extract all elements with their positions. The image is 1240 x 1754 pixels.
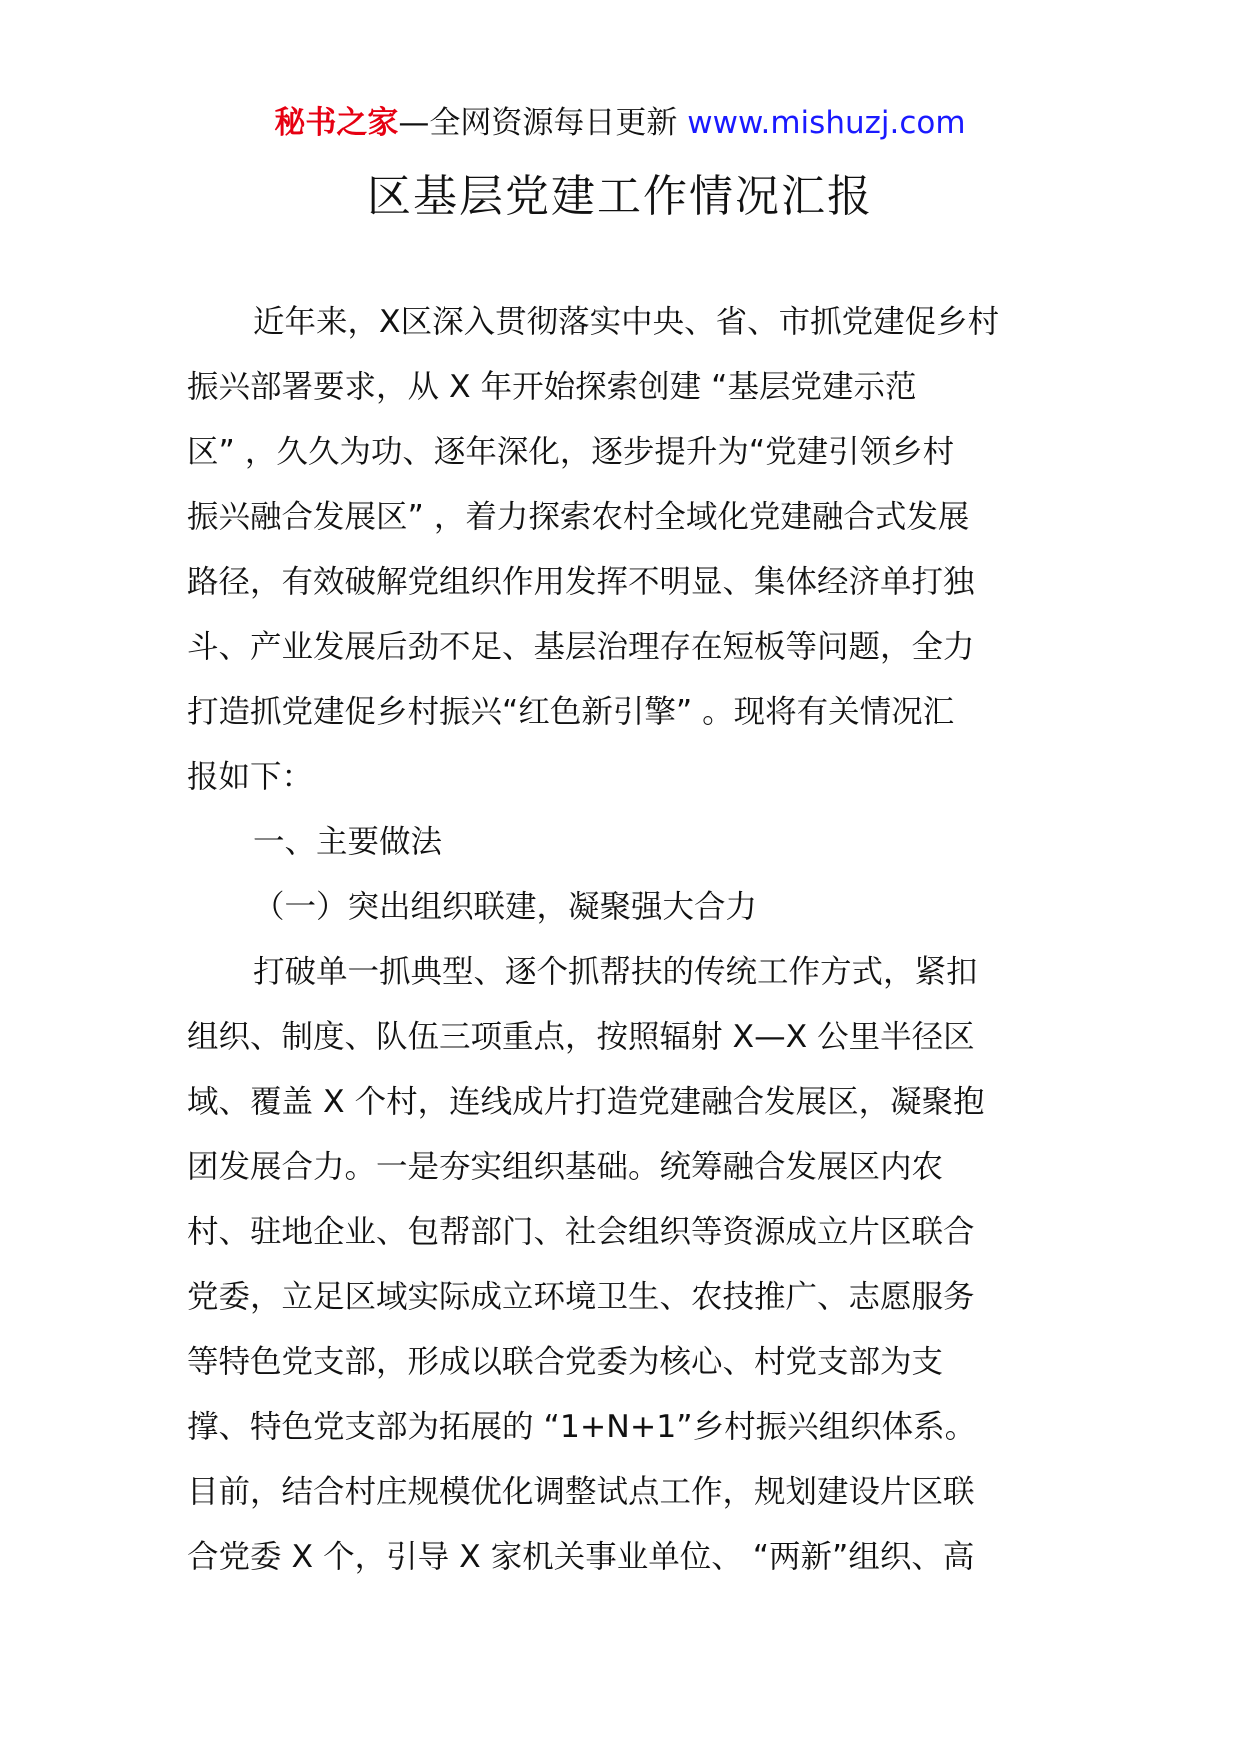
section-heading: 一、主要做法 (253, 824, 443, 860)
body-line: 报如下： (187, 759, 314, 795)
body-line: 振兴融合发展区” ，着力探索农村全域化党建融合式发展 (187, 499, 970, 535)
subsection-heading: （一）突出组织联建，凝聚强大合力 (253, 889, 758, 925)
document-body (187, 290, 1053, 1590)
body-line: 团发展合力。一是夯实组织基础。统筹融合发展区内农 (187, 1149, 944, 1185)
body-line: 区” ，久久为功、逐年深化，逐步提升为“党建引领乡村 (187, 434, 955, 470)
body-line: 等特色党支部，形成以联合党委为核心、村党支部为支 (187, 1344, 944, 1380)
site-url: www.mishuzj.com (687, 105, 966, 141)
document-title: 区基层党建工作情况汇报 (367, 171, 873, 222)
body-line: 域、覆盖 X 个村，连线成片打造党建融合发展区，凝聚抱 (187, 1084, 985, 1120)
body-line: 组织、制度、队伍三项重点，按照辐射 X—X 公里半径区 (187, 1019, 975, 1055)
body-line: 打破单一抓典型、逐个抓帮扶的传统工作方式，紧扣 (253, 954, 978, 990)
body-line: 近年来，X区深入贯彻落实中央、省、市抓党建促乡村 (253, 304, 1000, 340)
site-brand: 秘书之家 (274, 105, 399, 141)
body-line: 村、驻地企业、包帮部门、社会组织等资源成立片区联合 (187, 1214, 975, 1250)
body-line: 振兴部署要求，从 X 年开始探索创建 “基层党建示范 (187, 369, 917, 405)
body-line: 合党委 X 个，引导 X 家机关事业单位、 “两新”组织、高 (187, 1539, 975, 1575)
body-line: 斗、产业发展后劲不足、基层治理存在短板等问题，全力 (187, 629, 975, 665)
site-header (0, 100, 1240, 146)
body-line: 路径，有效破解党组织作用发挥不明显、集体经济单打独 (187, 564, 975, 600)
body-line: 党委，立足区域实际成立环境卫生、农技推广、志愿服务 (187, 1279, 975, 1315)
body-line: 打造抓党建促乡村振兴“红色新引擎” 。现将有关情况汇 (187, 694, 955, 730)
body-line: 目前，结合村庄规模优化调整试点工作，规划建设片区联 (187, 1474, 975, 1510)
site-tagline: —全网资源每日更新 (398, 105, 678, 141)
body-line: 撑、特色党支部为拓展的 “1+N+1”乡村振兴组织体系。 (187, 1409, 977, 1445)
